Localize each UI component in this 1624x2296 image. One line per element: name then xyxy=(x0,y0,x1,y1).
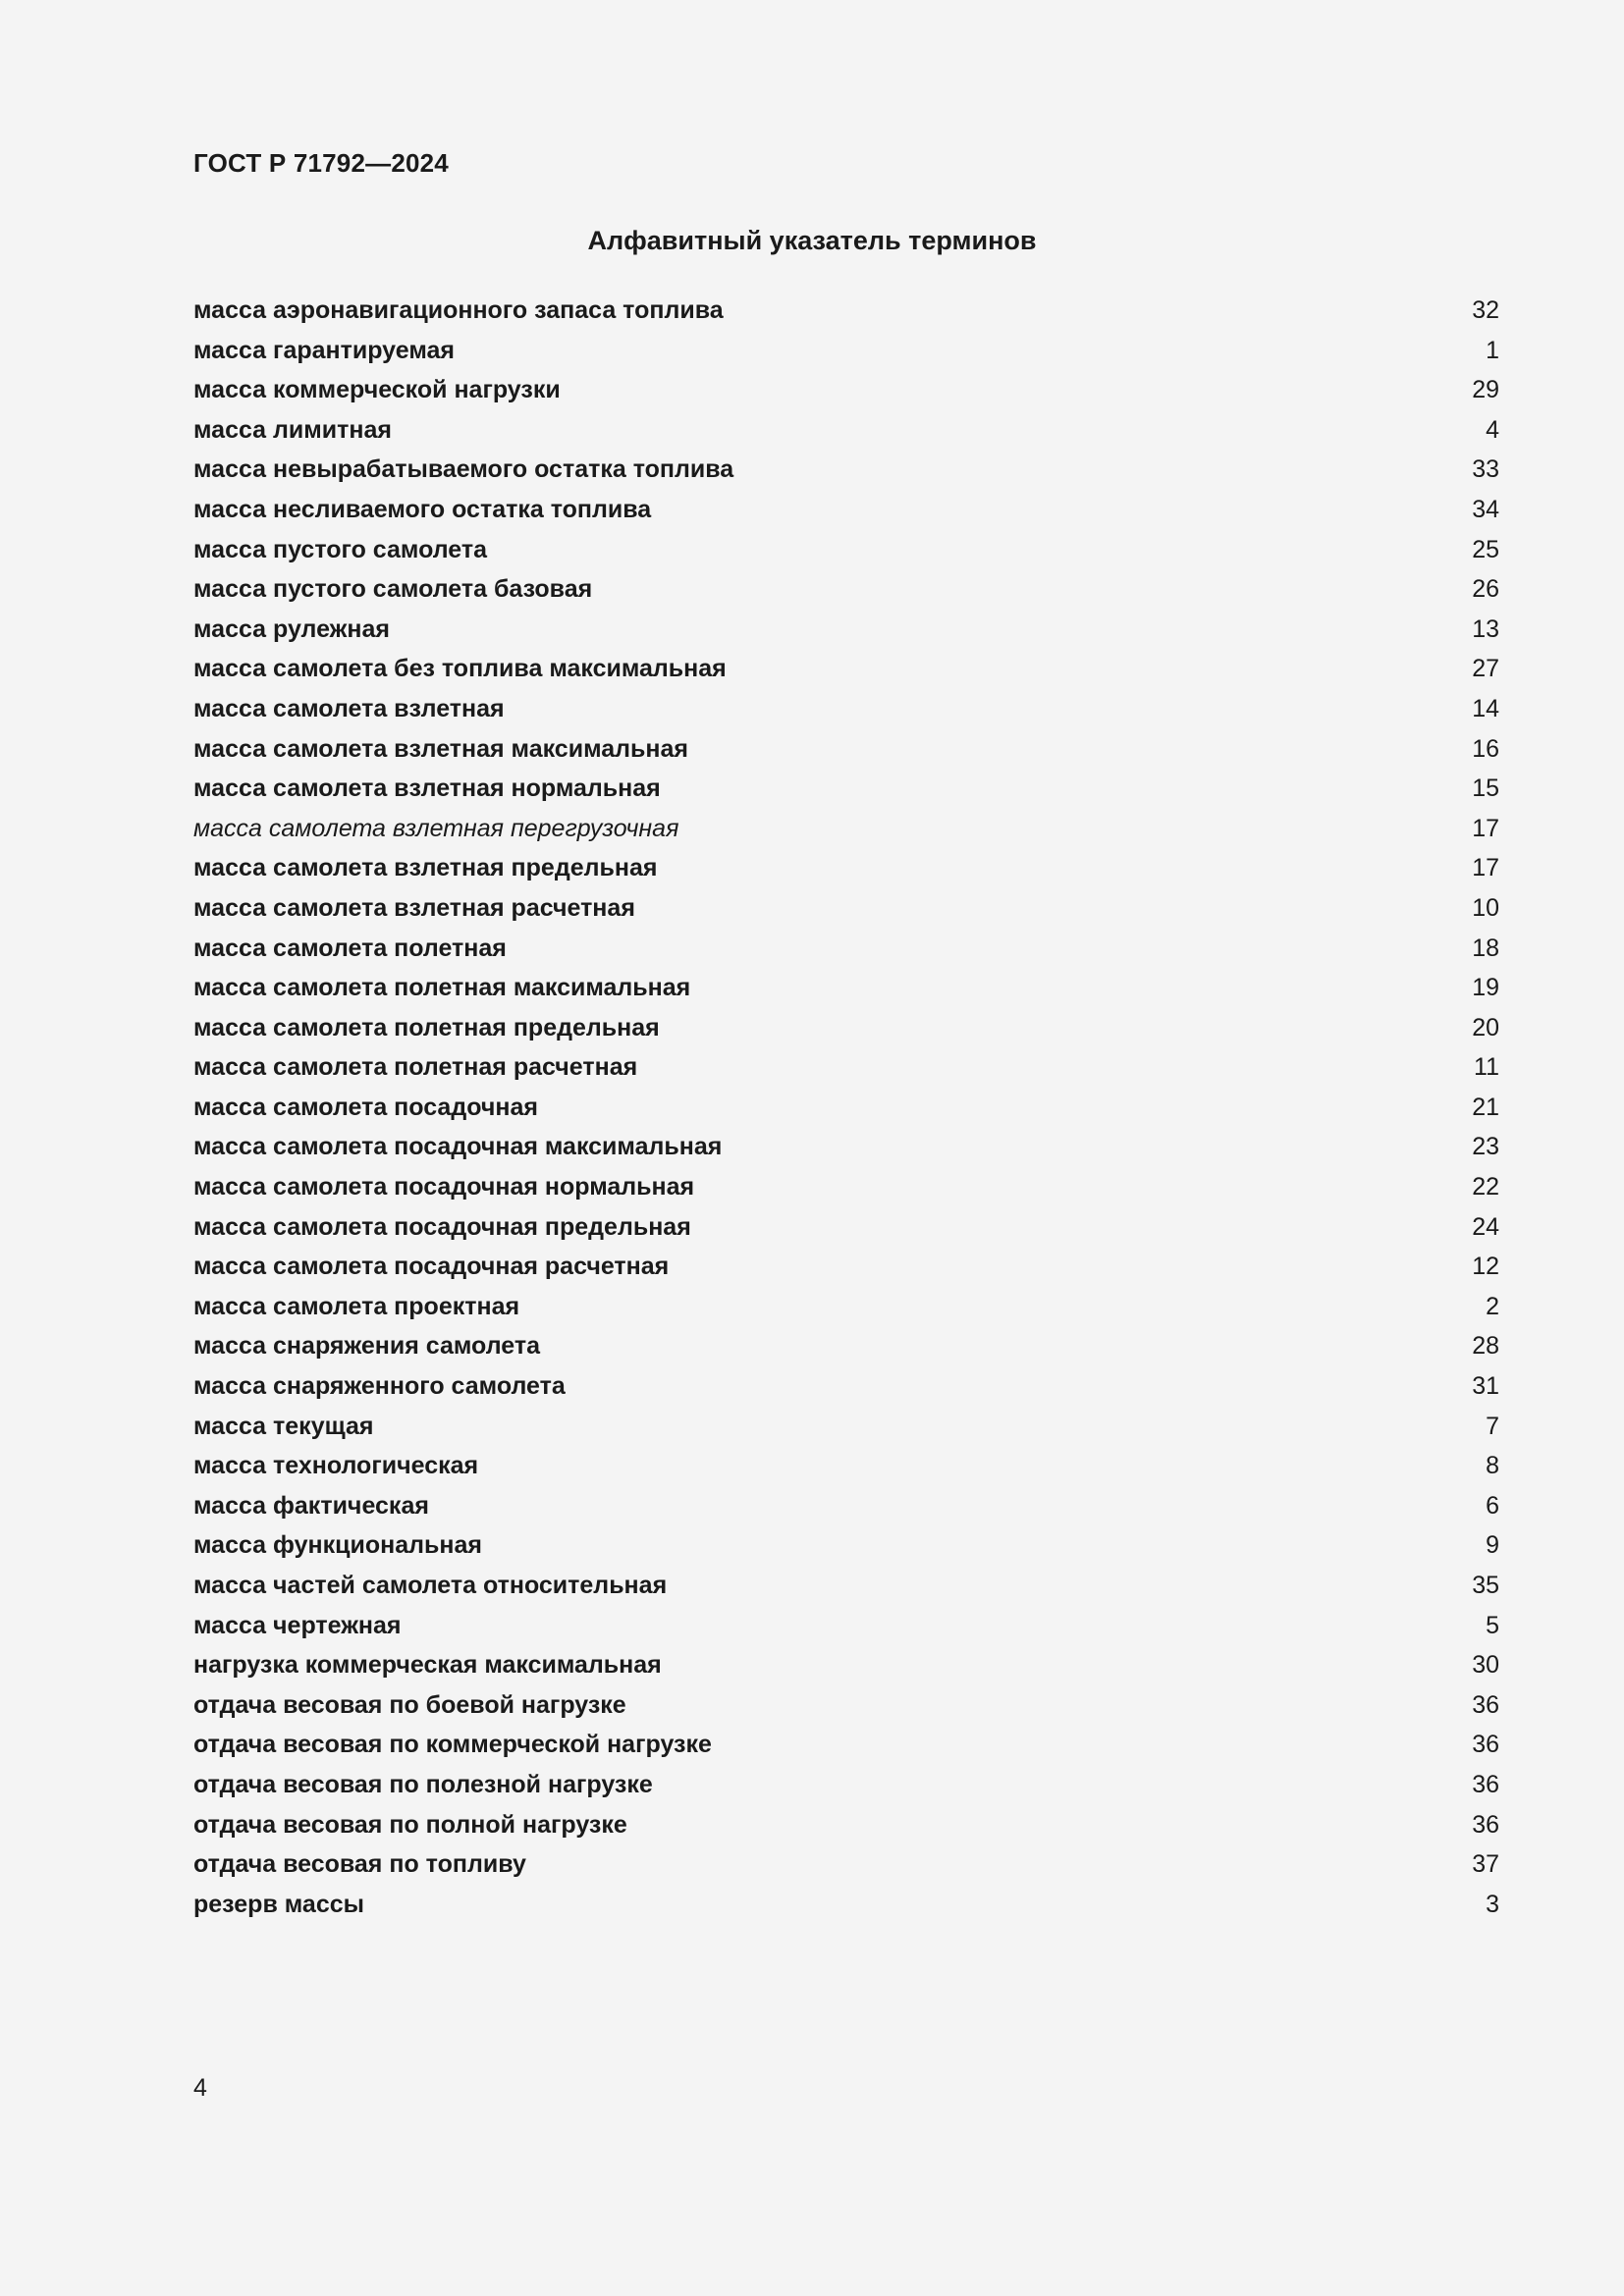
index-row xyxy=(193,1014,1499,1054)
index-term: масса самолета полетная xyxy=(193,934,507,962)
index-term-number: 26 xyxy=(1472,575,1499,604)
index-row xyxy=(193,1372,1499,1413)
term-index-list xyxy=(193,296,1499,1930)
index-term: масса самолета взлетная xyxy=(193,694,505,722)
index-term-number: 37 xyxy=(1472,1850,1499,1879)
index-term: масса самолета взлетная предельная xyxy=(193,854,658,882)
index-term: отдача весовая по полной нагрузке xyxy=(193,1810,627,1839)
index-row xyxy=(193,1094,1499,1134)
index-term-number: 16 xyxy=(1472,734,1499,763)
index-term: масса самолета взлетная перегрузочная xyxy=(193,814,679,842)
index-term-number: 11 xyxy=(1474,1053,1499,1082)
index-term: масса самолета без топлива максимальная xyxy=(193,655,727,683)
index-row xyxy=(193,575,1499,615)
index-term: резерв массы xyxy=(193,1890,364,1918)
index-term-number: 19 xyxy=(1472,974,1499,1002)
index-term-number: 33 xyxy=(1472,455,1499,484)
index-term-number: 23 xyxy=(1472,1133,1499,1161)
index-row xyxy=(193,496,1499,536)
index-term-number: 28 xyxy=(1472,1332,1499,1361)
index-term: масса самолета взлетная максимальная xyxy=(193,734,688,763)
index-row xyxy=(193,1651,1499,1691)
index-term-number: 6 xyxy=(1486,1491,1499,1520)
index-term-number: 2 xyxy=(1486,1292,1499,1320)
index-row xyxy=(193,1691,1499,1732)
index-term-number: 14 xyxy=(1472,694,1499,722)
index-term-number: 36 xyxy=(1472,1731,1499,1759)
index-term: масса самолета полетная предельная xyxy=(193,1013,660,1041)
index-term: масса самолета посадочная максимальная xyxy=(193,1133,723,1161)
index-row xyxy=(193,1531,1499,1572)
index-term: отдача весовая по коммерческой нагрузке xyxy=(193,1731,712,1759)
page-number: 4 xyxy=(193,2074,207,2102)
index-term: отдача весовая по топливу xyxy=(193,1850,526,1879)
index-term: масса гарантируемая xyxy=(193,336,455,364)
index-row xyxy=(193,1452,1499,1492)
index-term-number: 8 xyxy=(1486,1452,1499,1480)
index-term-number: 4 xyxy=(1486,415,1499,444)
index-term-number: 35 xyxy=(1472,1572,1499,1599)
index-row xyxy=(193,1811,1499,1851)
index-term-number: 36 xyxy=(1472,1810,1499,1839)
index-row xyxy=(193,615,1499,656)
index-term: масса снаряженного самолета xyxy=(193,1372,566,1401)
index-term-number: 1 xyxy=(1486,336,1499,364)
index-term-number: 15 xyxy=(1472,774,1499,803)
index-term-number: 30 xyxy=(1472,1651,1499,1680)
index-row xyxy=(193,1891,1499,1931)
index-term-number: 36 xyxy=(1472,1770,1499,1798)
index-row xyxy=(193,1213,1499,1254)
index-term: масса самолета проектная xyxy=(193,1292,520,1320)
index-term: масса самолета взлетная расчетная xyxy=(193,893,635,922)
index-term-number: 12 xyxy=(1472,1253,1499,1281)
index-row xyxy=(193,536,1499,576)
index-term: масса самолета посадочная нормальная xyxy=(193,1173,695,1201)
index-term-number: 7 xyxy=(1486,1412,1499,1440)
index-term: масса самолета полетная расчетная xyxy=(193,1053,638,1082)
index-term: масса пустого самолета базовая xyxy=(193,575,593,604)
index-row xyxy=(193,894,1499,934)
index-row xyxy=(193,1731,1499,1771)
index-row xyxy=(193,1413,1499,1453)
index-term: масса частей самолета относительная xyxy=(193,1572,668,1599)
index-term: масса коммерческой нагрузки xyxy=(193,376,561,404)
index-term: нагрузка коммерческая максимальная xyxy=(193,1651,662,1680)
index-row xyxy=(193,815,1499,855)
index-row xyxy=(193,774,1499,815)
index-term-number: 10 xyxy=(1472,893,1499,922)
index-term: масса текущая xyxy=(193,1412,374,1440)
document-code: ГОСТ Р 71792—2024 xyxy=(193,148,449,178)
index-row xyxy=(193,296,1499,337)
index-row xyxy=(193,1053,1499,1094)
index-term: масса самолета посадочная предельная xyxy=(193,1212,691,1241)
index-term: масса технологическая xyxy=(193,1452,479,1480)
index-term-number: 31 xyxy=(1472,1372,1499,1401)
index-term-number: 32 xyxy=(1472,296,1499,324)
index-row xyxy=(193,1771,1499,1811)
index-term-number: 17 xyxy=(1472,814,1499,842)
index-term-number: 17 xyxy=(1472,854,1499,882)
index-term: масса невырабатываемого остатка топлива xyxy=(193,455,734,484)
index-row xyxy=(193,416,1499,456)
index-term: масса несливаемого остатка топлива xyxy=(193,495,652,523)
index-term: масса фактическая xyxy=(193,1491,429,1520)
index-term: отдача весовая по полезной нагрузке xyxy=(193,1770,653,1798)
index-term: отдача весовая по боевой нагрузке xyxy=(193,1690,626,1719)
index-row xyxy=(193,1572,1499,1612)
index-row xyxy=(193,1173,1499,1213)
index-term: масса лимитная xyxy=(193,415,392,444)
index-term-number: 9 xyxy=(1486,1531,1499,1560)
index-row xyxy=(193,934,1499,975)
index-term: масса функциональная xyxy=(193,1531,482,1560)
index-term-number: 22 xyxy=(1472,1173,1499,1201)
index-row xyxy=(193,695,1499,735)
index-term-number: 25 xyxy=(1472,535,1499,563)
index-term: масса снаряжения самолета xyxy=(193,1332,540,1361)
index-row xyxy=(193,1850,1499,1891)
index-title: Алфавитный указатель терминов xyxy=(587,226,1037,255)
index-row xyxy=(193,1253,1499,1293)
index-term-number: 3 xyxy=(1486,1890,1499,1918)
index-term-number: 34 xyxy=(1472,495,1499,523)
index-row xyxy=(193,735,1499,775)
index-row xyxy=(193,337,1499,377)
index-term: масса пустого самолета xyxy=(193,535,487,563)
index-term-number: 24 xyxy=(1472,1212,1499,1241)
index-term-number: 36 xyxy=(1472,1690,1499,1719)
index-row xyxy=(193,376,1499,416)
index-term-number: 29 xyxy=(1472,376,1499,404)
index-term-number: 18 xyxy=(1472,934,1499,962)
index-row xyxy=(193,1133,1499,1173)
index-term-number: 21 xyxy=(1472,1093,1499,1121)
index-term-number: 27 xyxy=(1472,655,1499,683)
index-term: масса самолета посадочная расчетная xyxy=(193,1253,670,1281)
index-row xyxy=(193,1293,1499,1333)
index-term: масса самолета посадочная xyxy=(193,1093,538,1121)
index-term: масса рулежная xyxy=(193,614,390,643)
index-row xyxy=(193,1332,1499,1372)
index-row xyxy=(193,455,1499,496)
index-term-number: 20 xyxy=(1472,1013,1499,1041)
index-term: масса аэронавигационного запаса топлива xyxy=(193,296,724,324)
index-row xyxy=(193,1492,1499,1532)
index-row xyxy=(193,974,1499,1014)
index-term: масса самолета взлетная нормальная xyxy=(193,774,661,803)
index-row xyxy=(193,655,1499,695)
index-term: масса самолета полетная максимальная xyxy=(193,974,691,1002)
index-term-number: 13 xyxy=(1472,614,1499,643)
index-row xyxy=(193,1612,1499,1652)
index-term: масса чертежная xyxy=(193,1611,402,1639)
index-row xyxy=(193,854,1499,894)
index-term-number: 5 xyxy=(1486,1611,1499,1639)
